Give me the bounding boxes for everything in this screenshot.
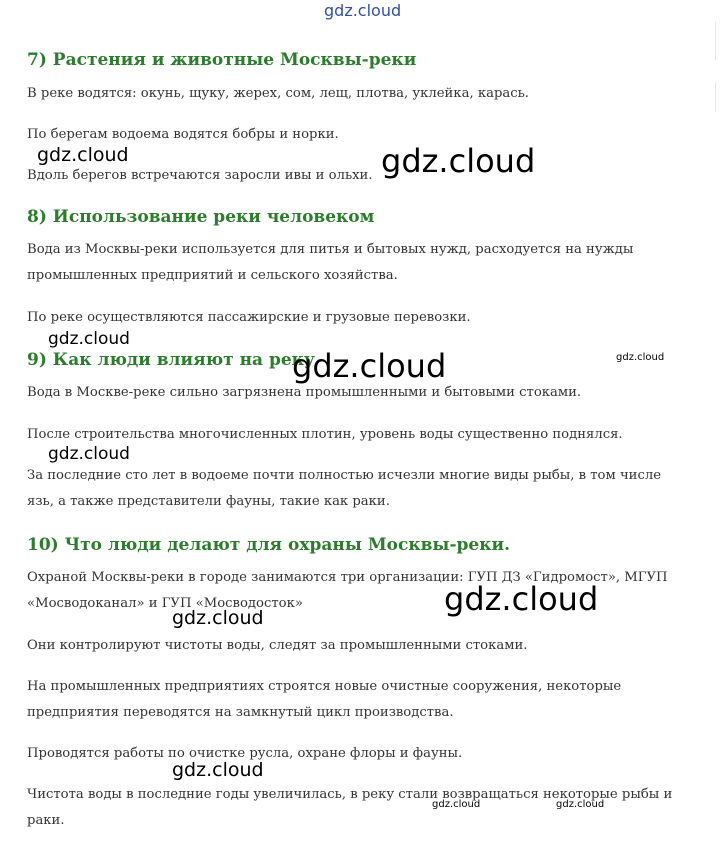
- section-heading: 7) Растения и животные Москвы-реки: [27, 50, 417, 70]
- paragraph: Проводятся работы по очистке русла, охране флоры и фауны.: [27, 746, 463, 761]
- paragraph: Они контролируют чистоты воды, следят за промышленными стоками.: [27, 638, 528, 653]
- paragraph: По реке осуществляются пассажирские и грузовые перевозки.: [27, 310, 471, 325]
- edge-decoration: [715, 82, 722, 112]
- watermark: gdz.cloud: [172, 759, 264, 781]
- watermark: gdz.cloud: [172, 607, 264, 629]
- paragraph: Вода из Москвы-реки используется для питья и бытовых нужд, расходуется на нужды промышленных предприятий и сельского хозяйства.: [27, 242, 634, 283]
- watermark: gdz.cloud: [444, 580, 599, 618]
- watermark: gdz.cloud: [432, 799, 481, 810]
- section-river-usage: [27, 206, 687, 331]
- paragraph: По берегам водоема водятся бобры и норки.: [27, 127, 339, 142]
- paragraph: Вода в Москве-реке сильно загрязнена промышленными и бытовыми стоками.: [27, 385, 582, 400]
- paragraph: На промышленных предприятиях строятся новые очистные сооружения, некоторые предприятия переводятся на замкнутый цикл производства.: [27, 679, 622, 720]
- watermark: gdz.cloud: [556, 799, 605, 810]
- watermark: gdz.cloud: [381, 142, 536, 180]
- paragraph: За последние сто лет в водоеме почти полностью исчезли многие виды рыбы, в том числе язь, а также представители фауны, такие как раки.: [27, 468, 662, 509]
- watermark: gdz.cloud: [48, 444, 130, 464]
- paragraph: Чистота воды в последние годы увеличилась, в реку стали возвращаться некоторые рыбы и раки.: [27, 787, 673, 828]
- section-heading: 9) Как люди влияют на реку: [27, 350, 315, 370]
- edge-decoration: [715, 22, 722, 60]
- paragraph: После строительства многочисленных плотин, уровень воды существенно поднялся.: [27, 427, 623, 442]
- watermark: gdz.cloud: [37, 144, 129, 166]
- watermark: gdz.cloud: [48, 329, 130, 349]
- paragraph: Вдоль берегов встречаются заросли ивы и ольхи.: [27, 168, 373, 183]
- section-heading: 8) Использование реки человеком: [27, 207, 375, 227]
- paragraph: Охраной Москвы-реки в городе занимаются три организации: ГУП ДЗ «Гидромост», МГУП «Мосводоканал» и ГУП «Мосводосток»: [27, 570, 668, 611]
- watermark: gdz.cloud: [292, 347, 447, 385]
- section-heading: 10) Что люди делают для охраны Москвы-реки.: [27, 535, 511, 555]
- watermark: gdz.cloud: [616, 352, 665, 363]
- section-plants-animals: [27, 49, 687, 189]
- watermark: gdz.cloud: [324, 1, 402, 20]
- paragraph: В реке водятся: окунь, щуку, жерех, сом, лещ, плотва, уклейка, карась.: [27, 86, 530, 101]
- section-river-protection: [27, 534, 687, 834]
